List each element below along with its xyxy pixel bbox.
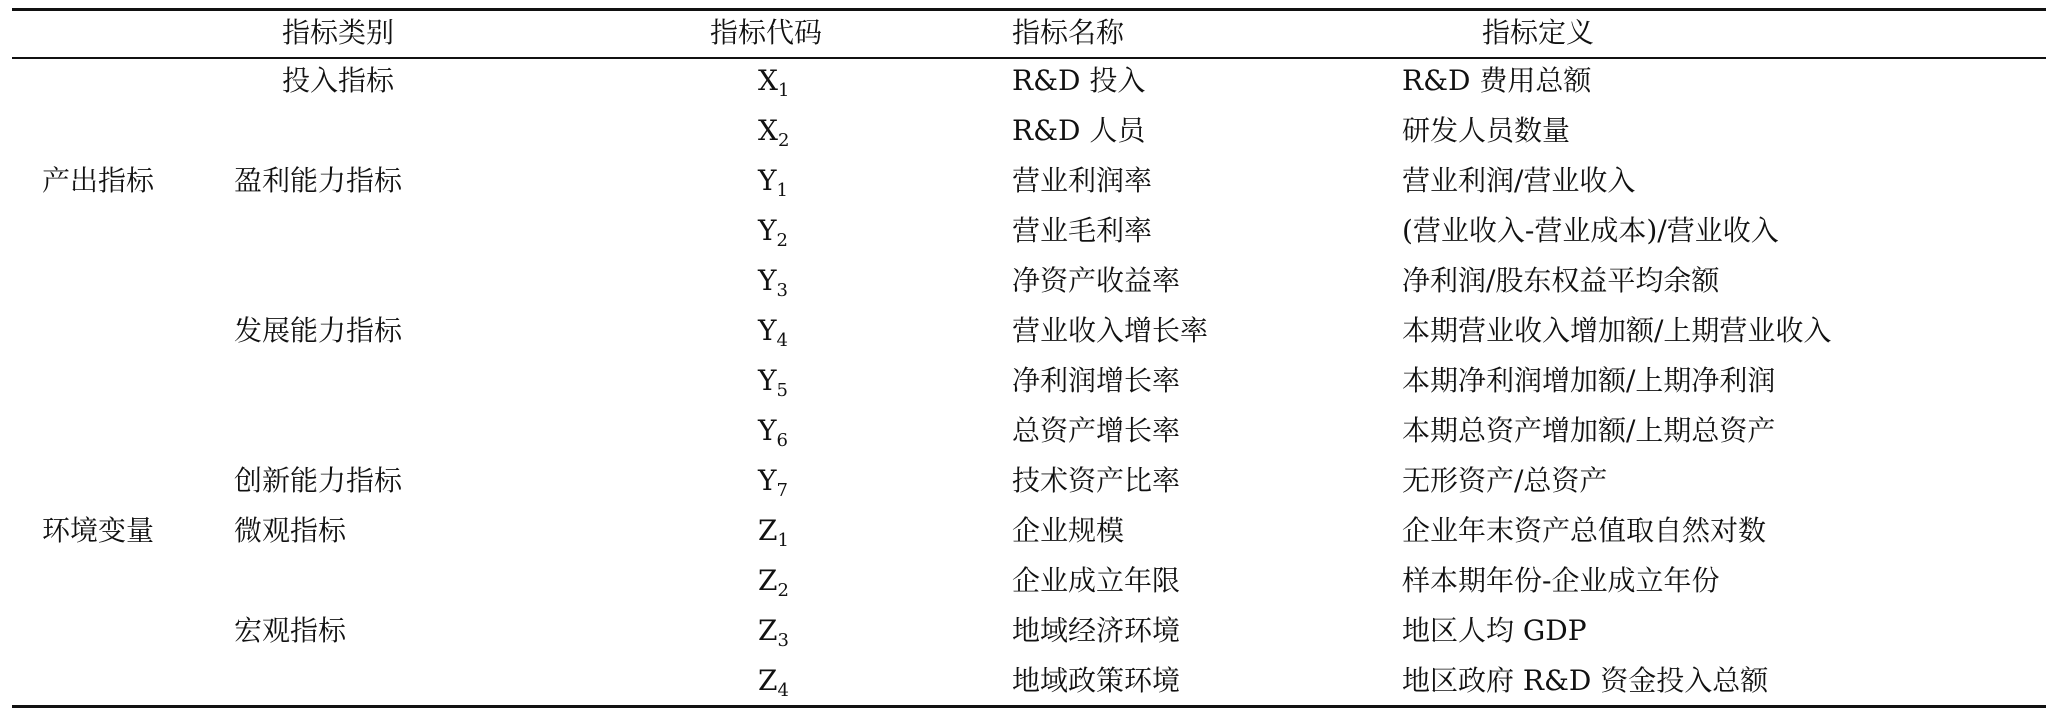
code-letter: Y (758, 214, 777, 247)
code-letter: X (758, 114, 778, 147)
indicator-name: 地域政策环境 (1012, 664, 1181, 697)
code-subscript: 4 (776, 330, 788, 351)
subcategory-label: 宏观指标 (234, 614, 347, 647)
header-definition: 指标定义 (1482, 16, 1595, 49)
code-subscript: 7 (776, 480, 788, 501)
indicator-definition: 本期净利润增加额/上期净利润 (1402, 364, 1776, 397)
indicator-code (758, 114, 790, 151)
subcategory-label: 发展能力指标 (234, 314, 403, 347)
indicator-definition: 净利润/股东权益平均余额 (1402, 264, 1720, 297)
indicator-code (758, 564, 789, 601)
code-letter: Y (758, 164, 777, 197)
indicator-definition: 本期总资产增加额/上期总资产 (1402, 414, 1776, 447)
indicator-code (758, 164, 788, 201)
indicator-code (758, 514, 789, 551)
code-subscript: 2 (777, 580, 789, 601)
indicator-definition: (营业收入-营业成本)/营业收入 (1402, 214, 1779, 247)
indicator-code (758, 664, 789, 701)
group-label: 环境变量 (42, 514, 155, 547)
subcategory-label: 投入指标 (282, 64, 395, 97)
indicator-code (758, 64, 790, 101)
code-subscript: 4 (777, 680, 789, 701)
code-letter: Y (758, 414, 777, 447)
indicator-code (758, 314, 788, 351)
code-letter: Y (758, 464, 777, 497)
group-label: 产出指标 (42, 164, 155, 197)
subcategory-label: 微观指标 (234, 514, 347, 547)
code-subscript: 2 (776, 230, 788, 251)
indicator-name: 营业毛利率 (1012, 214, 1153, 247)
indicator-code (758, 464, 788, 501)
indicator-name: 企业规模 (1012, 514, 1125, 547)
indicator-definition: 营业利润/营业收入 (1402, 164, 1636, 197)
code-subscript: 3 (777, 630, 789, 651)
indicator-table (12, 8, 2046, 708)
indicator-name: 技术资产比率 (1012, 464, 1181, 497)
header-name: 指标名称 (1012, 16, 1125, 49)
subcategory-label: 盈利能力指标 (234, 164, 403, 197)
indicator-name: 营业利润率 (1012, 164, 1153, 197)
indicator-code (758, 214, 788, 251)
indicator-name: 总资产增长率 (1012, 414, 1181, 447)
code-subscript: 1 (776, 180, 788, 201)
indicator-definition: 地区政府 R&D 资金投入总额 (1402, 664, 1769, 697)
code-subscript: 1 (777, 80, 790, 101)
indicator-definition: R&D 费用总额 (1402, 64, 1592, 97)
code-letter: Z (758, 614, 778, 647)
indicator-code (758, 414, 788, 451)
table-bottom-rule (12, 705, 2046, 708)
indicator-definition: 无形资产/总资产 (1402, 464, 1608, 497)
indicator-name: 营业收入增长率 (1012, 314, 1209, 347)
indicator-name: R&D 人员 (1012, 114, 1146, 147)
indicator-name: 净利润增长率 (1012, 364, 1181, 397)
indicator-name: R&D 投入 (1012, 64, 1146, 97)
header-code: 指标代码 (710, 16, 823, 49)
code-letter: Y (758, 364, 777, 397)
subcategory-label: 创新能力指标 (234, 464, 403, 497)
indicator-code (758, 364, 788, 401)
code-letter: X (758, 64, 778, 97)
indicator-code (758, 614, 789, 651)
code-subscript: 2 (777, 130, 790, 151)
indicator-name: 企业成立年限 (1012, 564, 1181, 597)
code-subscript: 5 (776, 380, 788, 401)
indicator-definition: 样本期年份-企业成立年份 (1402, 564, 1720, 597)
code-subscript: 1 (777, 530, 789, 551)
header-category: 指标类别 (282, 16, 395, 49)
code-subscript: 3 (776, 280, 788, 301)
code-subscript: 6 (776, 430, 788, 451)
code-letter: Y (758, 314, 777, 347)
table-header-rule (12, 57, 2046, 59)
indicator-definition: 本期营业收入增加额/上期营业收入 (1402, 314, 1832, 347)
code-letter: Z (758, 664, 778, 697)
indicator-name: 净资产收益率 (1012, 264, 1181, 297)
indicator-definition: 地区人均 GDP (1402, 614, 1587, 647)
code-letter: Z (758, 564, 778, 597)
code-letter: Z (758, 514, 778, 547)
indicator-definition: 企业年末资产总值取自然对数 (1402, 514, 1767, 547)
indicator-definition: 研发人员数量 (1402, 114, 1571, 147)
indicator-name: 地域经济环境 (1012, 614, 1181, 647)
code-letter: Y (758, 264, 777, 297)
indicator-code (758, 264, 788, 301)
table-top-rule (12, 8, 2046, 11)
